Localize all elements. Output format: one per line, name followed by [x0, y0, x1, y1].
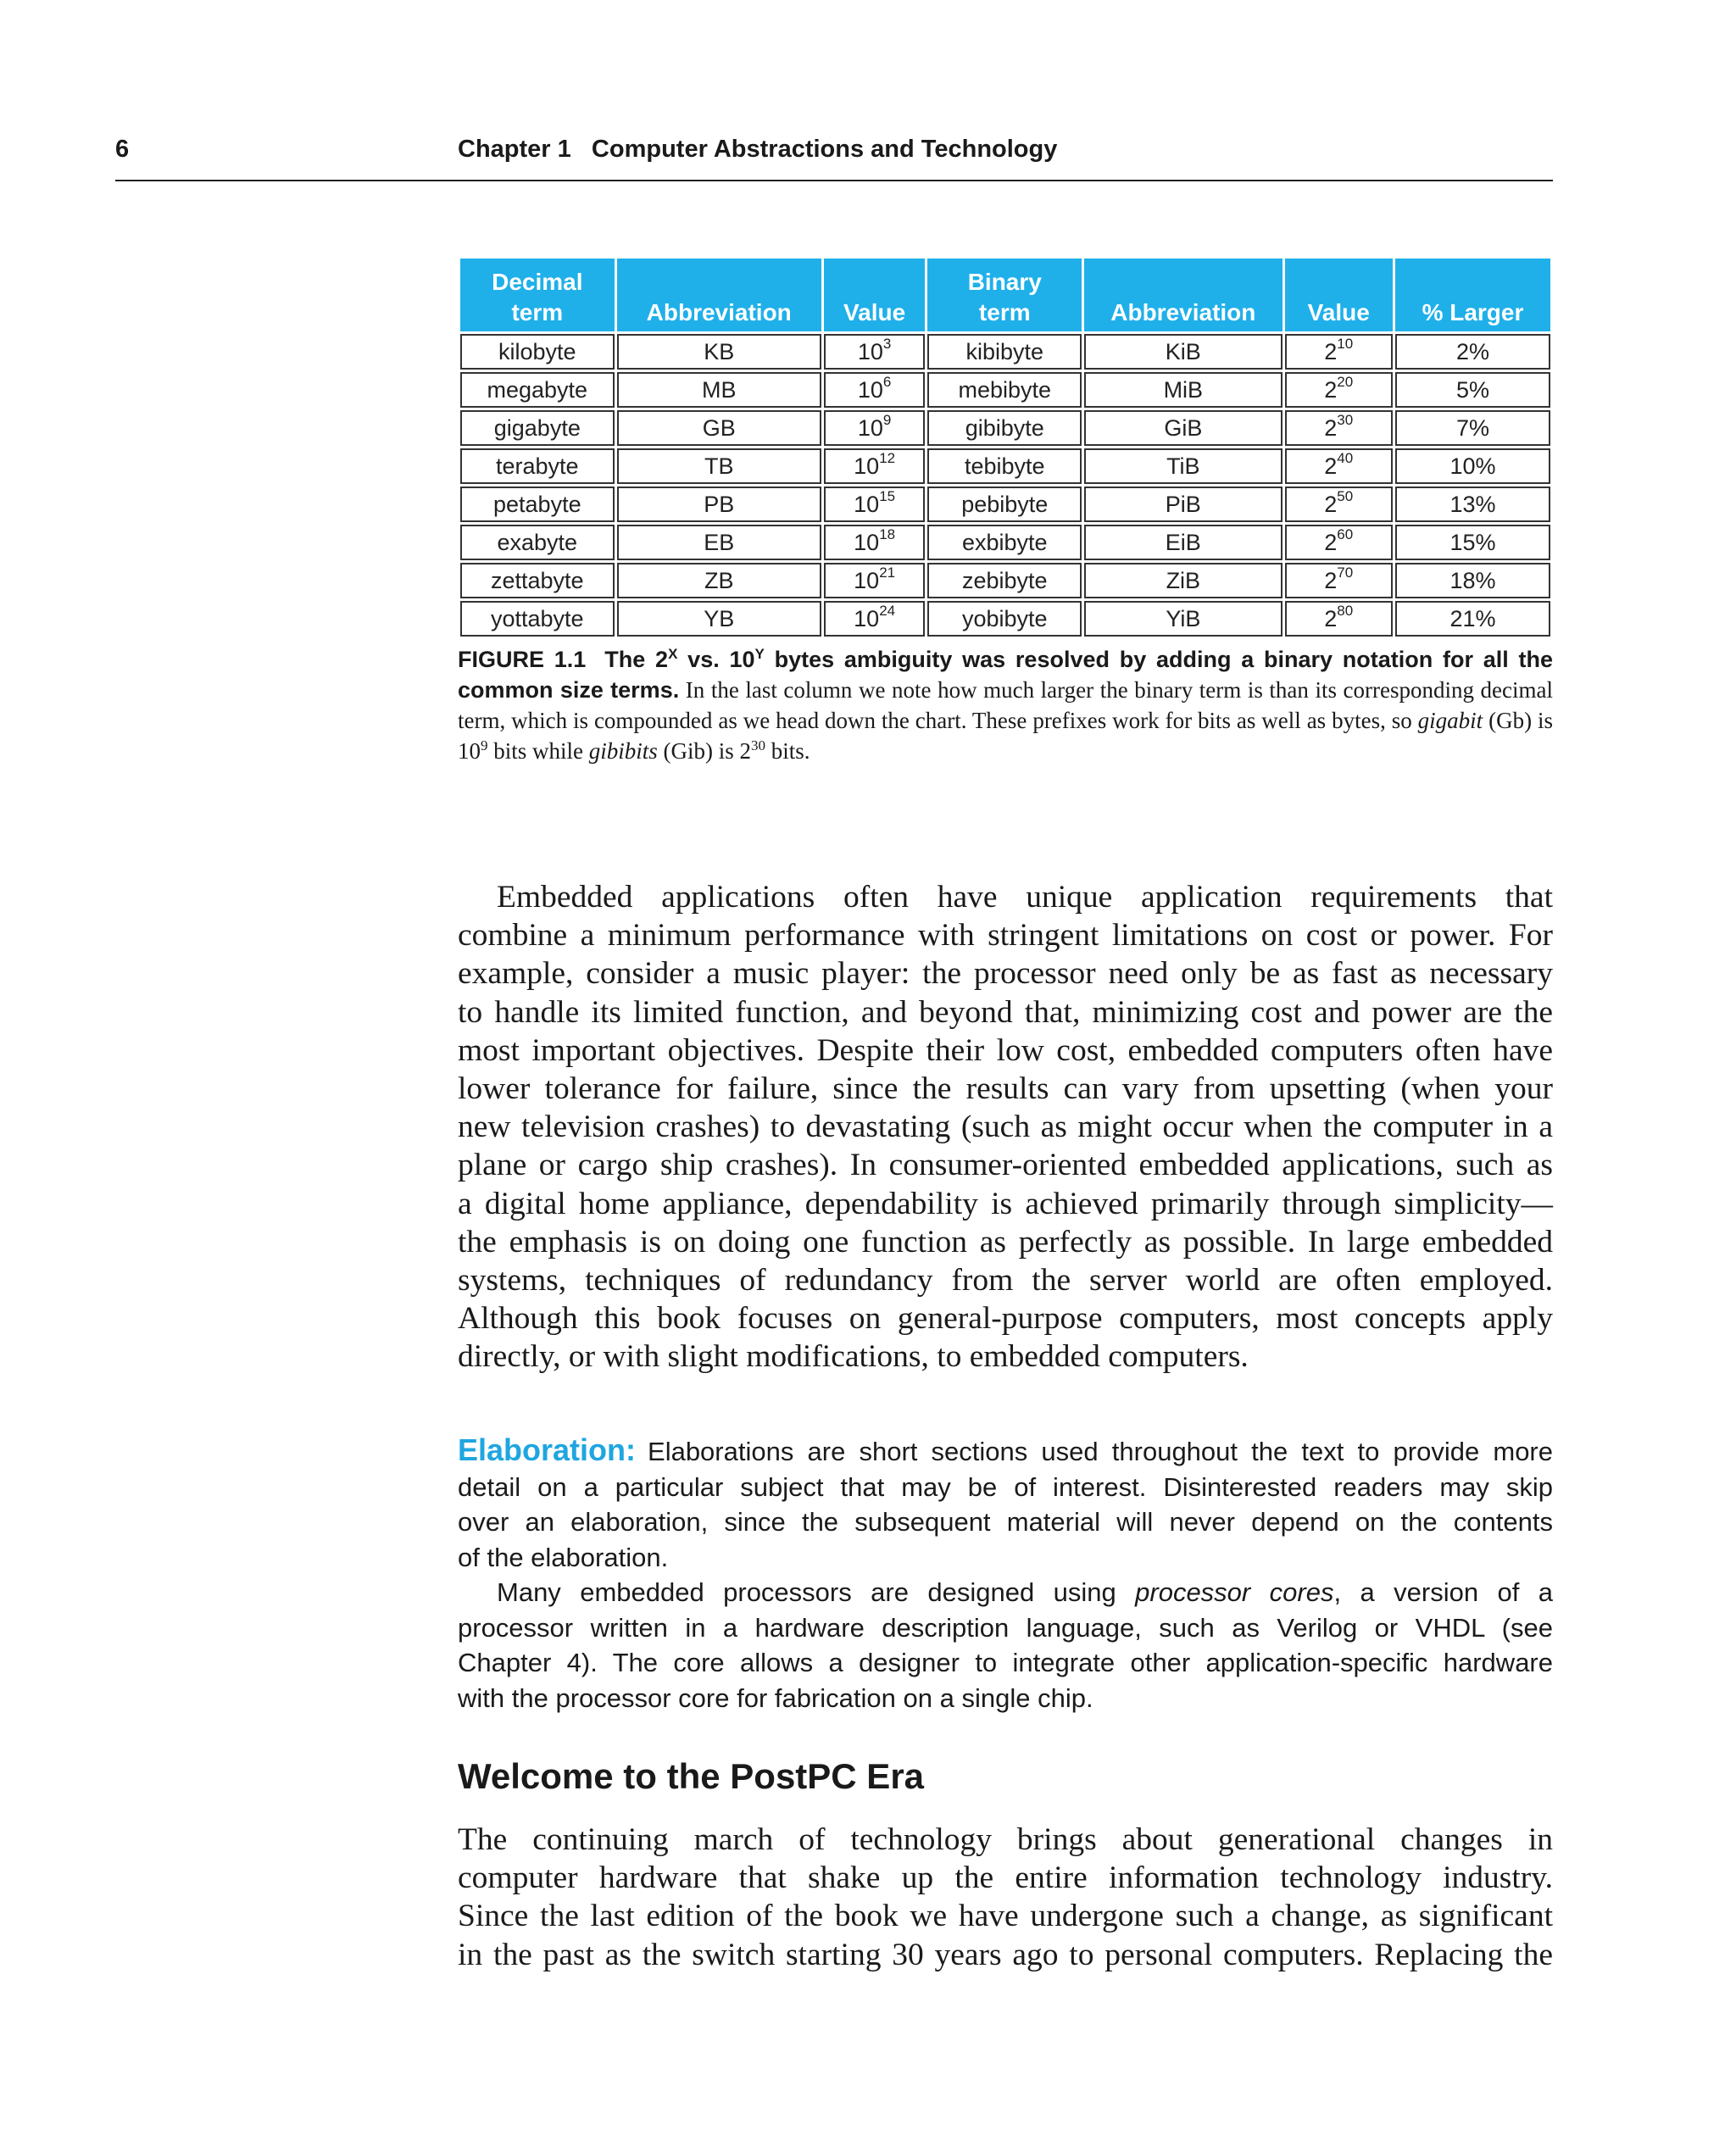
binary-value-cell [1285, 334, 1393, 370]
binary-value-cell [1285, 372, 1393, 408]
value-base: 2 [1324, 414, 1338, 441]
table-row [460, 372, 1550, 408]
figure-title-sup: Y [754, 646, 765, 662]
caption-term: gigabit [1417, 708, 1483, 733]
table-header: Decimal term [460, 259, 615, 331]
value-exponent: 12 [879, 449, 896, 466]
percent-larger-cell: 18% [1395, 563, 1550, 598]
abbreviation-cell: YB [617, 601, 821, 637]
text-line: of the elaboration. [458, 1542, 669, 1572]
value-base: 2 [1324, 529, 1338, 555]
text-line: in the past as the switch starting 30 years ago to personal computers. Replacing the [458, 1937, 1553, 1972]
value-base: 10 [854, 567, 880, 593]
text-line: detail on a particular subject that may be of interest. Disinterested readers may skip [458, 1471, 1553, 1502]
table-header: Value [1285, 259, 1393, 331]
percent-larger-cell: 21% [1395, 601, 1550, 637]
value-base: 10 [854, 491, 880, 517]
value-base: 10 [854, 453, 880, 479]
abbreviation-cell: MB [617, 372, 821, 408]
binary-term-cell: gibibyte [927, 410, 1082, 446]
elaboration-text: Elaborations are short sections used throughout the text to provide more [648, 1437, 1553, 1466]
text-line [458, 1432, 1553, 1470]
figure-title-text: bytes ambiguity was resolved by adding a binary notation for all the common size terms. [458, 647, 1553, 703]
binary-abbreviation-cell: YiB [1084, 601, 1282, 637]
table-row [460, 487, 1550, 522]
caption-exponent: 30 [751, 737, 766, 754]
running-head: Chapter 1 Computer Abstractions and Technology [458, 136, 1058, 163]
decimal-value-cell [824, 410, 926, 446]
value-exponent: 20 [1337, 373, 1354, 390]
binary-value-cell [1285, 487, 1393, 522]
caption-exponent: 9 [481, 737, 488, 754]
value-base: 2 [1324, 491, 1338, 517]
elaboration-text: , a version of a [1333, 1577, 1553, 1607]
text-line: example, consider a music player: the processor need only be as fast as necessary [458, 956, 1553, 992]
percent-larger-cell: 5% [1395, 372, 1550, 408]
binary-value-cell [1285, 601, 1393, 637]
decimal-value-cell [824, 372, 926, 408]
text-line: Since the last edition of the book we have undergone such a change, as significant [458, 1899, 1553, 1934]
binary-term-cell: kibibyte [927, 334, 1082, 370]
table-header: Abbreviation [1084, 259, 1282, 331]
units-table [458, 256, 1553, 639]
figure-title-text: The 2 [604, 647, 669, 672]
abbreviation-cell: GB [617, 410, 821, 446]
decimal-value-cell [824, 563, 926, 598]
decimal-term-cell: petabyte [460, 487, 615, 522]
decimal-value-cell [824, 487, 926, 522]
text-line: systems, techniques of redundancy from the server world are often employed. [458, 1263, 1553, 1299]
text-line: directly, or with slight modifications, to embedded computers. [458, 1339, 1249, 1375]
binary-abbreviation-cell: EiB [1084, 525, 1282, 560]
section-paragraph [458, 1821, 1553, 1974]
abbreviation-cell: PB [617, 487, 821, 522]
value-base: 10 [857, 338, 883, 364]
caption-body: bits while [487, 738, 589, 764]
text-line: Embedded applications often have unique application requirements that [497, 880, 1553, 915]
table-header: Abbreviation [617, 259, 821, 331]
table-header-row [460, 259, 1550, 331]
binary-value-cell [1285, 448, 1393, 484]
binary-abbreviation-cell: GiB [1084, 410, 1282, 446]
value-base: 2 [1324, 567, 1338, 593]
text-line: over an elaboration, since the subsequent material will never depend on the contents [458, 1507, 1553, 1537]
text-line: Chapter 4). The core allows a designer to integrate other application-specific hardware [458, 1648, 1553, 1677]
decimal-value-cell [824, 525, 926, 560]
table-header: % Larger [1395, 259, 1550, 331]
figure-title-sup: X [668, 646, 678, 662]
decimal-term-cell: zettabyte [460, 563, 615, 598]
table-row [460, 563, 1550, 598]
binary-abbreviation-cell: ZiB [1084, 563, 1282, 598]
text-line [458, 1575, 1553, 1610]
value-exponent: 30 [1337, 411, 1354, 428]
binary-value-cell [1285, 563, 1393, 598]
value-base: 10 [857, 414, 883, 441]
figure-caption [458, 644, 1553, 766]
value-base: 10 [854, 529, 880, 555]
value-exponent: 10 [1337, 335, 1354, 352]
text-line: a digital home appliance, dependability is achieved primarily through simplicity— [458, 1186, 1553, 1221]
page-header [115, 132, 1553, 183]
decimal-term-cell: yottabyte [460, 601, 615, 637]
table-header: Binary term [927, 259, 1082, 331]
value-exponent: 60 [1337, 526, 1354, 542]
caption-term: gibibits [588, 738, 658, 764]
value-exponent: 18 [879, 526, 896, 542]
binary-term-cell: zebibyte [927, 563, 1082, 598]
decimal-term-cell: megabyte [460, 372, 615, 408]
table-row [460, 334, 1550, 370]
text-line: processor written in a hardware description language, such as Verilog or VHDL (see [458, 1612, 1553, 1643]
text-line: lower tolerance for failure, since the results can vary from upsetting (when your [458, 1071, 1553, 1107]
header-rule [115, 180, 1553, 181]
text-line: plane or cargo ship crashes). In consumer-oriented embedded applications, such as [458, 1148, 1553, 1183]
value-exponent: 50 [1337, 487, 1354, 504]
value-base: 10 [857, 376, 883, 403]
decimal-term-cell: kilobyte [460, 334, 615, 370]
table-row [460, 601, 1550, 637]
abbreviation-cell: KB [617, 334, 821, 370]
binary-value-cell [1285, 410, 1393, 446]
elaboration-term: processor cores [1135, 1577, 1334, 1607]
value-exponent: 3 [882, 335, 892, 352]
binary-term-cell: pebibyte [927, 487, 1082, 522]
text-line: the emphasis is on doing one function as perfectly as possible. In large embedded [458, 1224, 1553, 1260]
text-line: Although this book focuses on general-purpose computers, most concepts apply [458, 1301, 1553, 1337]
value-exponent: 15 [879, 487, 896, 504]
binary-value-cell [1285, 525, 1393, 560]
percent-larger-cell: 2% [1395, 334, 1550, 370]
binary-abbreviation-cell: KiB [1084, 334, 1282, 370]
decimal-term-cell: exabyte [460, 525, 615, 560]
binary-abbreviation-cell: MiB [1084, 372, 1282, 408]
binary-term-cell: exbibyte [927, 525, 1082, 560]
value-base: 2 [1324, 338, 1338, 364]
text-line: The continuing march of technology brings about generational changes in [458, 1822, 1553, 1857]
text-line: combine a minimum performance with stringent limitations on cost or power. For [458, 918, 1553, 954]
binary-term-cell: mebibyte [927, 372, 1082, 408]
decimal-value-cell [824, 448, 926, 484]
table-row [460, 525, 1550, 560]
figure-title-text: vs. 10 [677, 647, 755, 672]
binary-term-cell: tebibyte [927, 448, 1082, 484]
decimal-value-cell [824, 334, 926, 370]
binary-abbreviation-cell: PiB [1084, 487, 1282, 522]
decimal-term-cell: gigabyte [460, 410, 615, 446]
body-paragraph [458, 878, 1553, 1376]
percent-larger-cell: 7% [1395, 410, 1550, 446]
binary-abbreviation-cell: TiB [1084, 448, 1282, 484]
text-line: new television crashes) to devastating (such as might occur when the computer in a [458, 1109, 1553, 1145]
value-exponent: 80 [1337, 602, 1354, 619]
abbreviation-cell: TB [617, 448, 821, 484]
elaboration-block [458, 1432, 1553, 1716]
percent-larger-cell: 15% [1395, 525, 1550, 560]
caption-body: In the last column we note how much larger the binary term is than its corresponding decimal term, which is compounded as we head down the chart. These prefixes work for bits as well as bytes, so [458, 677, 1553, 733]
table-body [460, 334, 1550, 637]
table-row [460, 448, 1550, 484]
abbreviation-cell: EB [617, 525, 821, 560]
value-base: 2 [1324, 605, 1338, 631]
binary-term-cell: yobibyte [927, 601, 1082, 637]
elaboration-label: Elaboration: [458, 1432, 637, 1467]
value-exponent: 6 [882, 373, 892, 390]
figure-label: FIGURE 1.1 [458, 647, 587, 672]
abbreviation-cell: ZB [617, 563, 821, 598]
value-exponent: 9 [882, 411, 892, 428]
percent-larger-cell: 13% [1395, 487, 1550, 522]
value-exponent: 40 [1337, 449, 1354, 466]
table-row [460, 410, 1550, 446]
value-exponent: 21 [879, 564, 896, 581]
caption-body: (Gb) is 10 [458, 708, 1553, 764]
value-base: 10 [854, 605, 880, 631]
value-base: 2 [1324, 453, 1338, 479]
text-line: to handle its limited function, and beyond that, minimizing cost and power are the [458, 994, 1553, 1030]
percent-larger-cell: 10% [1395, 448, 1550, 484]
decimal-value-cell [824, 601, 926, 637]
elaboration-text: Many embedded processors are designed using [497, 1577, 1136, 1607]
caption-body: (Gib) is 2 [657, 738, 752, 764]
caption-body: bits. [765, 738, 810, 764]
text-line: computer hardware that shake up the entire information technology industry. [458, 1860, 1553, 1896]
page-number: 6 [115, 136, 130, 163]
value-exponent: 70 [1337, 564, 1354, 581]
section-heading: Welcome to the PostPC Era [458, 1756, 925, 1796]
value-exponent: 24 [879, 602, 896, 619]
table-header: Value [824, 259, 926, 331]
text-line: most important objectives. Despite their low cost, embedded computers often have [458, 1032, 1553, 1068]
decimal-term-cell: terabyte [460, 448, 615, 484]
text-line: with the processor core for fabrication on a single chip. [458, 1682, 1093, 1713]
value-base: 2 [1324, 376, 1338, 403]
